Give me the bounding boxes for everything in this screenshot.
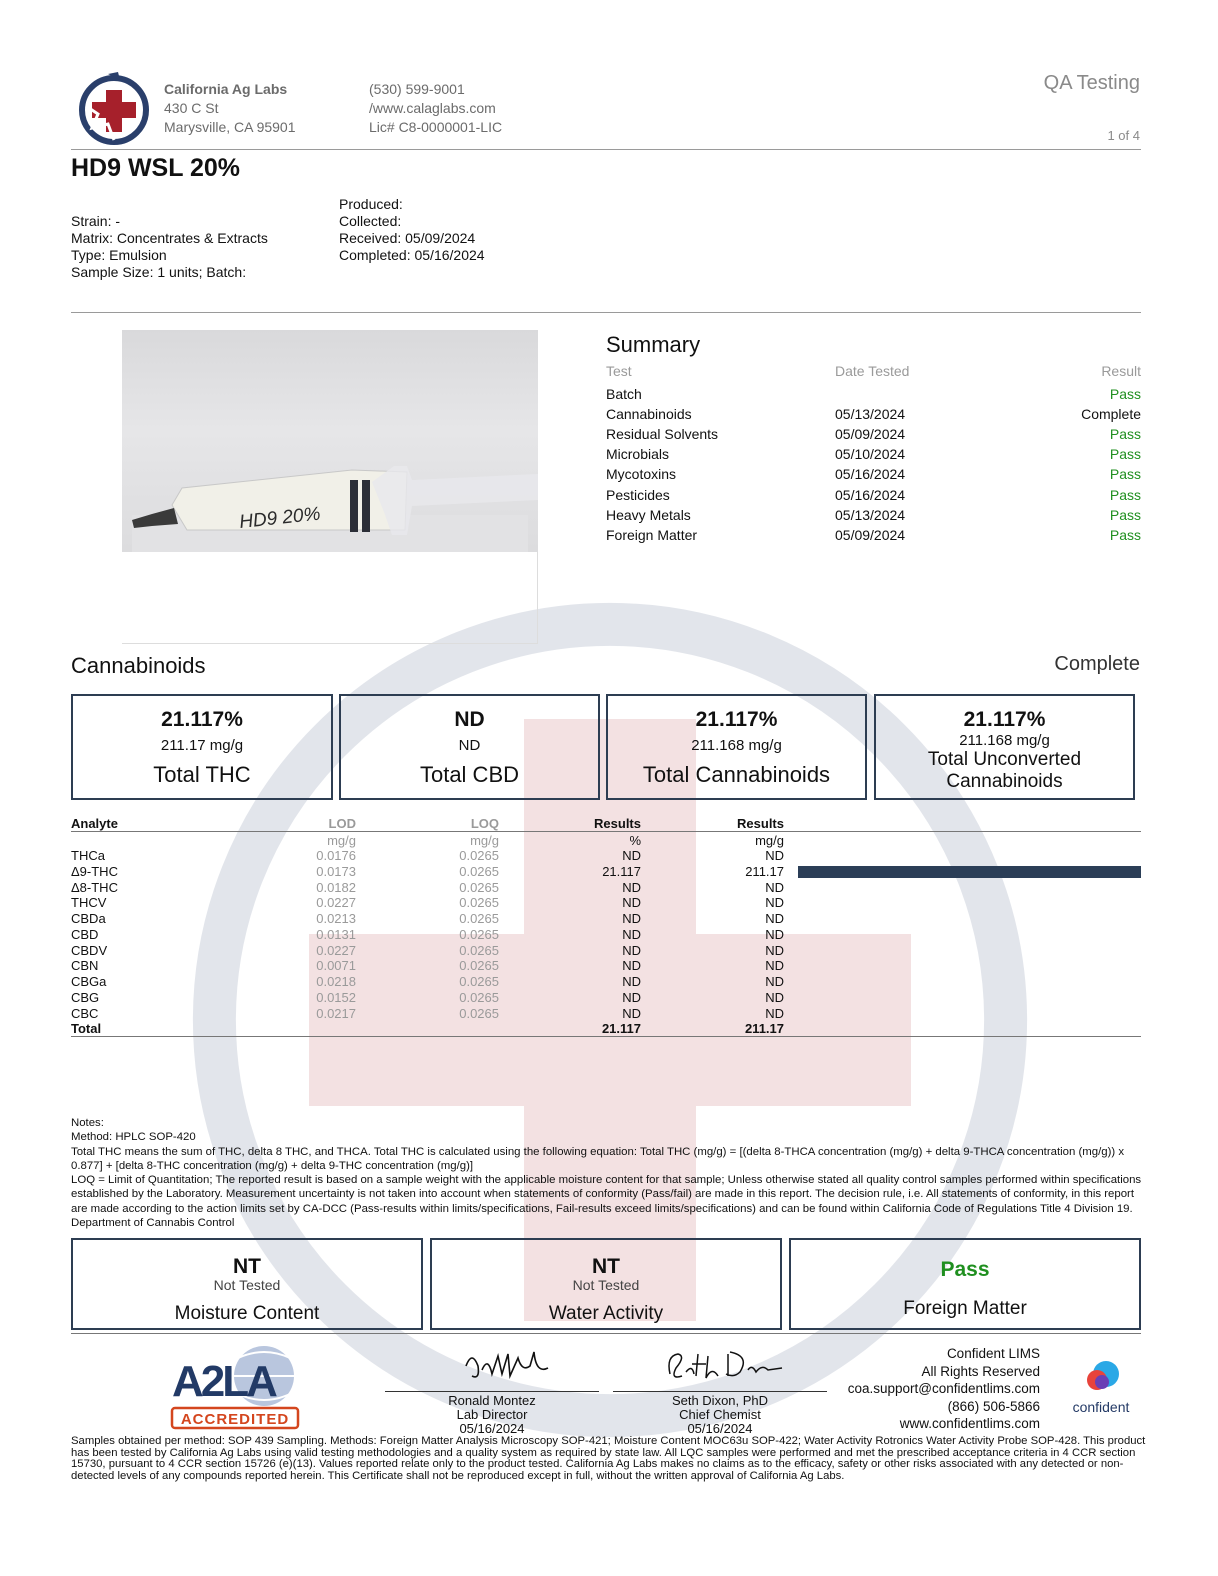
summary-date: 05/16/2024 (835, 487, 906, 503)
analyte-result-mg: ND (765, 1005, 784, 1021)
water-activity-status: Not Tested (572, 1277, 640, 1293)
summary-row (606, 386, 1141, 406)
lims-name: Confident LIMS (946, 1346, 1040, 1361)
analyte-result-pct: ND (622, 848, 641, 863)
analyte-result-pct: ND (622, 911, 641, 926)
sample-type: Type: Emulsion (71, 247, 167, 263)
signer-2-name: Seth Dixon, PhD (671, 1393, 769, 1408)
total-cannabinoids-label: Total Cannabinoids (642, 762, 831, 787)
analyte-result-mg: ND (765, 895, 784, 911)
analyte-lod: 0.0131 (316, 926, 356, 942)
analyte-result-mg: ND (765, 942, 784, 958)
summary-col-result: Result (1101, 363, 1141, 379)
signer-2 (613, 1394, 827, 1436)
completed-date: Completed: 05/16/2024 (339, 247, 485, 263)
analyte-result-mg: ND (765, 974, 784, 989)
received-date: Received: 05/09/2024 (339, 230, 476, 246)
product-photo (122, 330, 538, 552)
signer-2-title: Chief Chemist (679, 1407, 761, 1422)
lab-address-line1: 430 C St (164, 100, 219, 116)
analyte-result-pct: 21.117 (602, 863, 641, 879)
signer-1-date: 05/16/2024 (459, 1421, 525, 1436)
water-activity-result: NT (592, 1255, 620, 1278)
summary-test: Foreign Matter (606, 527, 698, 543)
summary-result: Pass (1109, 446, 1141, 462)
total-row-pct: 21.117 (601, 1021, 641, 1036)
unit-loq: mg/g (470, 833, 499, 848)
page-number: 1 of 4 (1107, 128, 1140, 143)
analyte-result-pct: ND (622, 989, 641, 1005)
analyte-name: CBD (71, 926, 99, 942)
summary-date: 05/09/2024 (835, 426, 906, 442)
total-unconverted-label1: Total Unconverted (927, 749, 1082, 770)
analyte-name: Δ8-THC (71, 879, 118, 895)
analyte-lod: 0.0071 (316, 958, 356, 974)
water-activity-label: Water Activity (548, 1303, 664, 1324)
summary-row (606, 406, 1141, 426)
unit-mg: mg/g (755, 833, 784, 848)
analyte-loq: 0.0265 (459, 879, 499, 895)
table-header-divider (71, 831, 1141, 832)
summary-test: Residual Solvents (606, 426, 719, 442)
total-unconverted-box (874, 694, 1135, 800)
analyte-loq: 0.0265 (459, 958, 499, 974)
meta-divider (71, 312, 1141, 313)
analyte-name: CBC (71, 1005, 99, 1021)
analyte-name: CBDa (71, 911, 106, 926)
notes-block (71, 1116, 1146, 1230)
notes-loq: LOQ = Limit of Quantitation; The reported result is based on a sample weight with the applicable moisture content for that sample; Unless otherwise stated all quality control samples performed within specifications established by the Laboratory. Measurement uncertainty is not taken into account when statements of conformity (Pass/fail) are made in this report. The decision rule, i.e. All statements of conformity, in this report are made according to the action limits set by CA-DCC (Pass-results within limits/specifications, Fail-results exceed limits/specifications) and can be found within California Code of Regulations Title 4 Division 19. Department of Cannabis Control (71, 1174, 1142, 1230)
foreign-matter-result: Pass (940, 1258, 990, 1281)
signer-2-date: 05/16/2024 (687, 1421, 753, 1436)
a2la-wordmark: A2LA (172, 1357, 275, 1406)
summary-row (606, 446, 1141, 466)
cannabinoids-status: Complete (1054, 653, 1140, 675)
collected-date: Collected: (339, 213, 402, 229)
analyte-lod: 0.0152 (316, 989, 356, 1005)
summary-test: Cannabinoids (606, 406, 692, 422)
total-unconverted-percent: 21.117% (963, 708, 1046, 731)
lab-logo (78, 70, 150, 146)
col-results-mg: Results (737, 816, 784, 831)
produced-date: Produced: (339, 196, 403, 212)
total-cannabinoids-percent: 21.117% (695, 708, 778, 731)
header-divider (71, 149, 1141, 150)
total-cannabinoids-mg: 211.168 mg/g (691, 737, 782, 754)
analyte-result-mg: ND (765, 989, 784, 1005)
photo-frame (122, 552, 538, 644)
summary-test: Batch (606, 386, 642, 402)
analyte-lod: 0.0213 (316, 911, 356, 926)
summary-col-date: Date Tested (835, 363, 910, 379)
analyte-loq: 0.0265 (459, 863, 499, 879)
lab-website: /www.calaglabs.com (369, 100, 496, 116)
summary-date: 05/13/2024 (835, 406, 906, 422)
analyte-loq: 0.0265 (459, 895, 499, 911)
analyte-lod: 0.0217 (316, 1005, 356, 1021)
analyte-loq: 0.0265 (459, 911, 499, 926)
summary-row (606, 527, 1141, 547)
signature-ronald-montez (462, 1346, 552, 1386)
unit-pct: % (629, 833, 641, 848)
total-thc-box (71, 694, 333, 800)
summary-row (606, 466, 1141, 486)
analyte-lod: 0.0176 (316, 848, 356, 863)
lab-name: California Ag Labs (164, 81, 288, 97)
analyte-result-pct: ND (622, 926, 641, 942)
col-loq: LOQ (470, 816, 499, 831)
total-thc-mg: 211.17 mg/g (160, 737, 244, 754)
total-row-label: Total (71, 1021, 102, 1036)
signature-line-2 (613, 1391, 827, 1392)
analyte-loq: 0.0265 (459, 942, 499, 958)
lab-address-block (164, 80, 296, 137)
total-thc-label: Total THC (153, 762, 251, 787)
lims-rights: All Rights Reserved (921, 1363, 1040, 1379)
analyte-loq: 0.0265 (459, 926, 499, 942)
analyte-result-mg: ND (765, 911, 784, 926)
summary-test: Heavy Metals (606, 507, 691, 523)
total-row-mg: 211.17 (744, 1021, 784, 1036)
syringe-label: HD9 20% (238, 503, 322, 533)
foreign-matter-label: Foreign Matter (903, 1298, 1027, 1319)
lims-website[interactable]: www.confidentlims.com (899, 1416, 1040, 1431)
water-activity-box (430, 1238, 782, 1330)
summary-row (606, 426, 1141, 446)
summary-row (606, 507, 1141, 527)
foreign-matter-box (789, 1238, 1141, 1330)
summary-result: Pass (1109, 527, 1141, 543)
analyte-result-pct: ND (622, 942, 641, 958)
moisture-result: NT (233, 1255, 261, 1278)
summary-date: 05/09/2024 (835, 527, 906, 543)
summary-result: Complete (1081, 406, 1141, 422)
notes-total-thc: Total THC means the sum of THC, delta 8 THC, and THCA. Total THC is calculated using the following equation: Total THC (mg/g) = [(delta 8-THCA concentration (mg/g) + delta 9-THCA concentration (mg/g)) x 0.877] + [delta 8-THC concentration (mg/g) + delta 9-THC concentration (mg/g)] (71, 1145, 1125, 1172)
lab-contact-block (369, 80, 502, 137)
summary-date: 05/13/2024 (835, 507, 906, 523)
lab-license: Lic# C8-0000001-LIC (369, 119, 503, 135)
footer-divider (71, 1333, 1141, 1334)
total-cbd-percent: ND (454, 708, 485, 731)
d9-thc-result-bar (798, 866, 1141, 878)
total-thc-percent: 21.117% (161, 708, 243, 731)
analyte-lod: 0.0227 (316, 942, 356, 958)
total-cbd-box (339, 694, 600, 800)
analyte-lod: 0.0182 (316, 879, 356, 895)
summary-col-test: Test (606, 363, 632, 379)
analyte-name: THCV (71, 895, 107, 911)
analyte-result-pct: ND (622, 895, 641, 911)
total-cbd-mg: ND (458, 737, 481, 754)
analyte-name: CBGa (71, 974, 107, 989)
analyte-result-mg: 211.17 (745, 863, 784, 879)
summary-test: Mycotoxins (606, 466, 677, 482)
disclaimer-fineprint: Samples obtained per method: SOP 439 Sampling. Methods: Foreign Matter Analysis Microscopy SOP-421; Moisture Content MOC63u SOP-422; Water Activity Rotronics Water Activity Probe SOP-428. This product has been tested by California Ag Labs using valid testing methodologies and a quality system as required by state law. All LQC samples were performed and met the prescribed acceptance criteria in 4 CCR section 15730, pursuant to 4 CCR section 15726 (e)(13). Values reported relate only to the product tested. California Ag Labs makes no claims as to the efficacy, safety or other risks associated with any detected or non-detected levels of any compounds reported herein. This Certificate shall not be reproduced except in full, without the written approval of California Ag Labs. (71, 1435, 1146, 1482)
analyte-loq: 0.0265 (459, 989, 499, 1005)
signer-1-title: Lab Director (456, 1407, 528, 1422)
signature-line-1 (385, 1391, 599, 1392)
summary-row (606, 487, 1141, 507)
analyte-result-pct: ND (622, 879, 641, 895)
moisture-label: Moisture Content (174, 1303, 320, 1324)
analyte-loq: 0.0265 (459, 848, 499, 863)
lab-phone: (530) 599-9001 (369, 81, 465, 97)
analyte-lod: 0.0227 (316, 895, 356, 911)
col-analyte: Analyte (71, 816, 118, 831)
matrix: Matrix: Concentrates & Extracts (71, 230, 268, 246)
lims-email[interactable]: coa.support@confidentlims.com (847, 1381, 1040, 1396)
table-footer-divider (71, 1036, 1141, 1037)
total-cbd-label: Total CBD (419, 762, 520, 787)
analyte-lod: 0.0218 (316, 974, 356, 989)
summary-result: Pass (1109, 507, 1141, 523)
summary-date: 05/10/2024 (835, 446, 906, 462)
strain: Strain: - (71, 213, 121, 229)
sample-meta-left (71, 213, 268, 281)
confident-logo (1066, 1360, 1136, 1416)
lims-phone: (866) 506-5866 (947, 1398, 1040, 1414)
analyte-result-pct: ND (622, 1005, 641, 1021)
analyte-result-mg: ND (765, 958, 784, 974)
total-unconverted-label2: Cannabinoids (946, 771, 1063, 792)
analyte-loq: 0.0265 (459, 974, 499, 989)
unit-lod: mg/g (327, 833, 356, 848)
total-unconverted-mg: 211.168 mg/g (959, 732, 1050, 749)
analyte-name: THCa (71, 848, 105, 863)
cannabinoids-title: Cannabinoids (71, 653, 206, 678)
accredited-label: ACCREDITED (180, 1411, 290, 1428)
summary-header (606, 363, 1141, 383)
analyte-result-mg: ND (765, 848, 784, 863)
analyte-name: CBN (71, 958, 99, 974)
col-results-pct: Results (594, 816, 641, 831)
summary-result: Pass (1109, 466, 1141, 482)
sample-meta-dates (339, 196, 485, 264)
total-cannabinoids-box (606, 694, 867, 800)
analyte-result-pct: ND (622, 974, 641, 989)
signature-seth-dixon (664, 1346, 784, 1386)
lab-address-line2: Marysville, CA 95901 (164, 119, 296, 135)
analyte-name: CBDV (71, 942, 108, 958)
analyte-loq: 0.0265 (459, 1005, 499, 1021)
confident-lims-block (848, 1345, 1040, 1433)
product-title: HD9 WSL 20% (71, 154, 241, 182)
analyte-name: Δ9-THC (71, 863, 118, 879)
summary-result: Pass (1109, 386, 1141, 402)
col-lod: LOD (328, 816, 356, 831)
summary-date: 05/16/2024 (835, 466, 906, 482)
notes-title: Notes: (71, 1117, 104, 1129)
analyte-name: CBG (71, 989, 100, 1005)
analyte-result-pct: ND (622, 958, 641, 974)
sample-size: Sample Size: 1 units; Batch: (71, 264, 247, 280)
summary-result: Pass (1109, 487, 1141, 503)
analyte-result-mg: ND (765, 879, 784, 895)
summary-title: Summary (606, 332, 701, 357)
confident-wordmark: confident (1072, 1399, 1130, 1415)
moisture-content-box (71, 1238, 423, 1330)
analyte-result-mg: ND (765, 926, 784, 942)
moisture-status: Not Tested (213, 1277, 281, 1293)
summary-test: Pesticides (606, 487, 670, 503)
summary-test: Microbials (606, 446, 670, 462)
summary-result: Pass (1109, 426, 1141, 442)
signer-1-name: Ronald Montez (448, 1393, 536, 1408)
signer-1 (385, 1394, 599, 1436)
report-title: QA Testing (1043, 72, 1140, 94)
notes-method: Method: HPLC SOP-420 (71, 1131, 196, 1144)
analyte-lod: 0.0173 (316, 863, 356, 879)
a2la-accredited-logo (168, 1338, 302, 1430)
